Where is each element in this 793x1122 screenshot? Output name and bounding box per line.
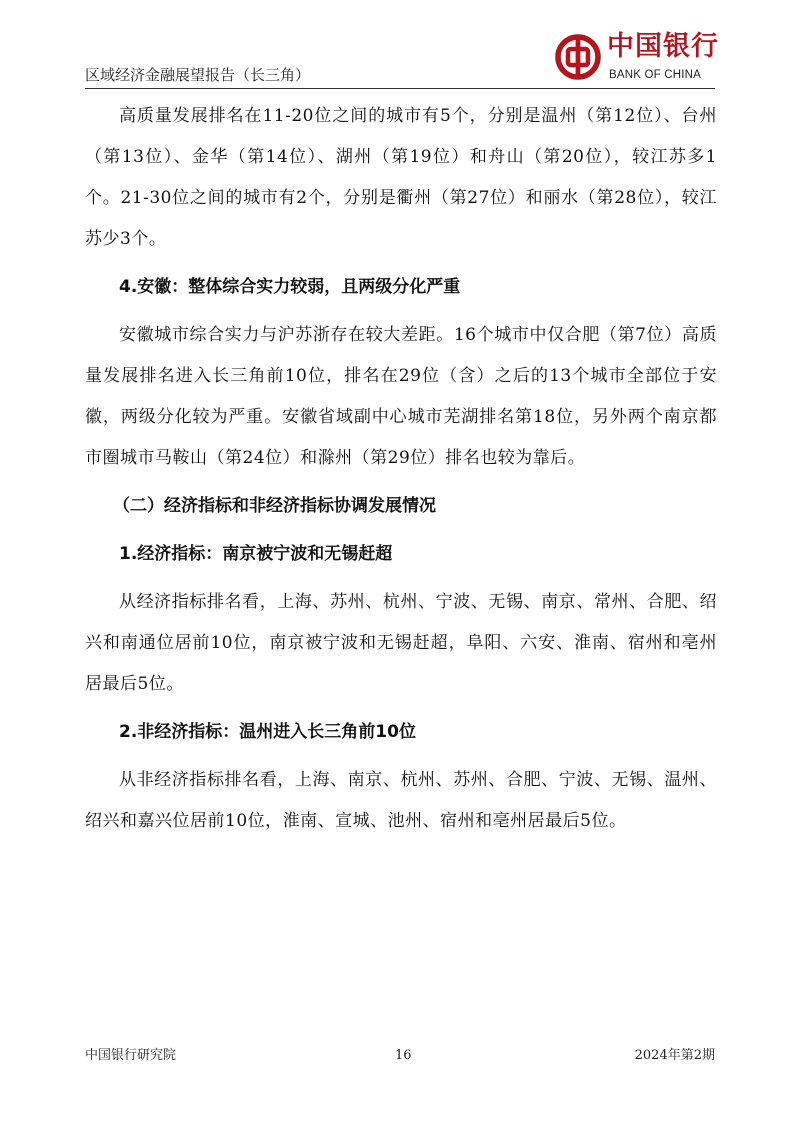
paragraph-non-economic-indicators: 从非经济指标排名看，上海、南京、杭州、苏州、合肥、宁波、无锡、温州、绍兴和嘉兴位居前10位，淮南、宣城、池州、宿州和亳州居最后5位。 — [85, 770, 717, 831]
footer-organization: 中国银行研究院 — [85, 1048, 177, 1063]
logo-english-name: BANK OF CHINA — [609, 69, 702, 81]
section-heading-coordination: （二）经济指标和非经济指标协调发展情况 — [113, 496, 436, 516]
footer-issue: 2024年第2期 — [634, 1048, 715, 1063]
paragraph-zhejiang-ranking: 高质量发展排名在11-20位之间的城市有5个，分别是温州（第12位）、台州（第13位）、金华（第14位）、湖州（第19位）和舟山（第20位），较江苏多1个。21-30位之间的城市有2个，分别是衢州（第27位）和丽水（第28位），较江苏少3个。 — [85, 106, 717, 249]
heading-anhui: 4.安徽：整体综合实力较弱，且两级分化严重 — [119, 277, 461, 297]
logo-chinese-name: 中国银行 — [607, 31, 719, 62]
report-title: 区域经济金融展望报告（长三角） — [85, 66, 311, 84]
page-footer — [85, 1046, 715, 1066]
bank-logo-icon — [555, 34, 601, 80]
heading-economic-indicators: 1.经济指标：南京被宁波和无锡赶超 — [119, 544, 393, 564]
paragraph-economic-indicators: 从经济指标排名看，上海、苏州、杭州、宁波、无锡、南京、常州、合肥、绍兴和南通位居前10位，南京被宁波和无锡赶超，阜阳、六安、淮南、宿州和亳州居最后5位。 — [85, 592, 717, 694]
heading-non-economic-indicators: 2.非经济指标：温州进入长三角前10位 — [119, 722, 416, 742]
paragraph-anhui: 安徽城市综合实力与沪苏浙存在较大差距。16个城市中仅合肥（第7位）高质量发展排名进入长三角前10位，排名在29位（含）之后的13个城市全部位于安徽，两级分化较为严重。安徽省域副中心城市芜湖排名第18位，另外两个南京都市圈城市马鞍山（第24位）和滁州（第29位）排名也较为靠后。 — [85, 325, 717, 468]
header-divider — [85, 88, 715, 89]
page-number: 16 — [395, 1048, 412, 1063]
page-body — [85, 96, 717, 842]
bank-of-china-logo — [555, 28, 719, 88]
page-header — [85, 28, 719, 90]
